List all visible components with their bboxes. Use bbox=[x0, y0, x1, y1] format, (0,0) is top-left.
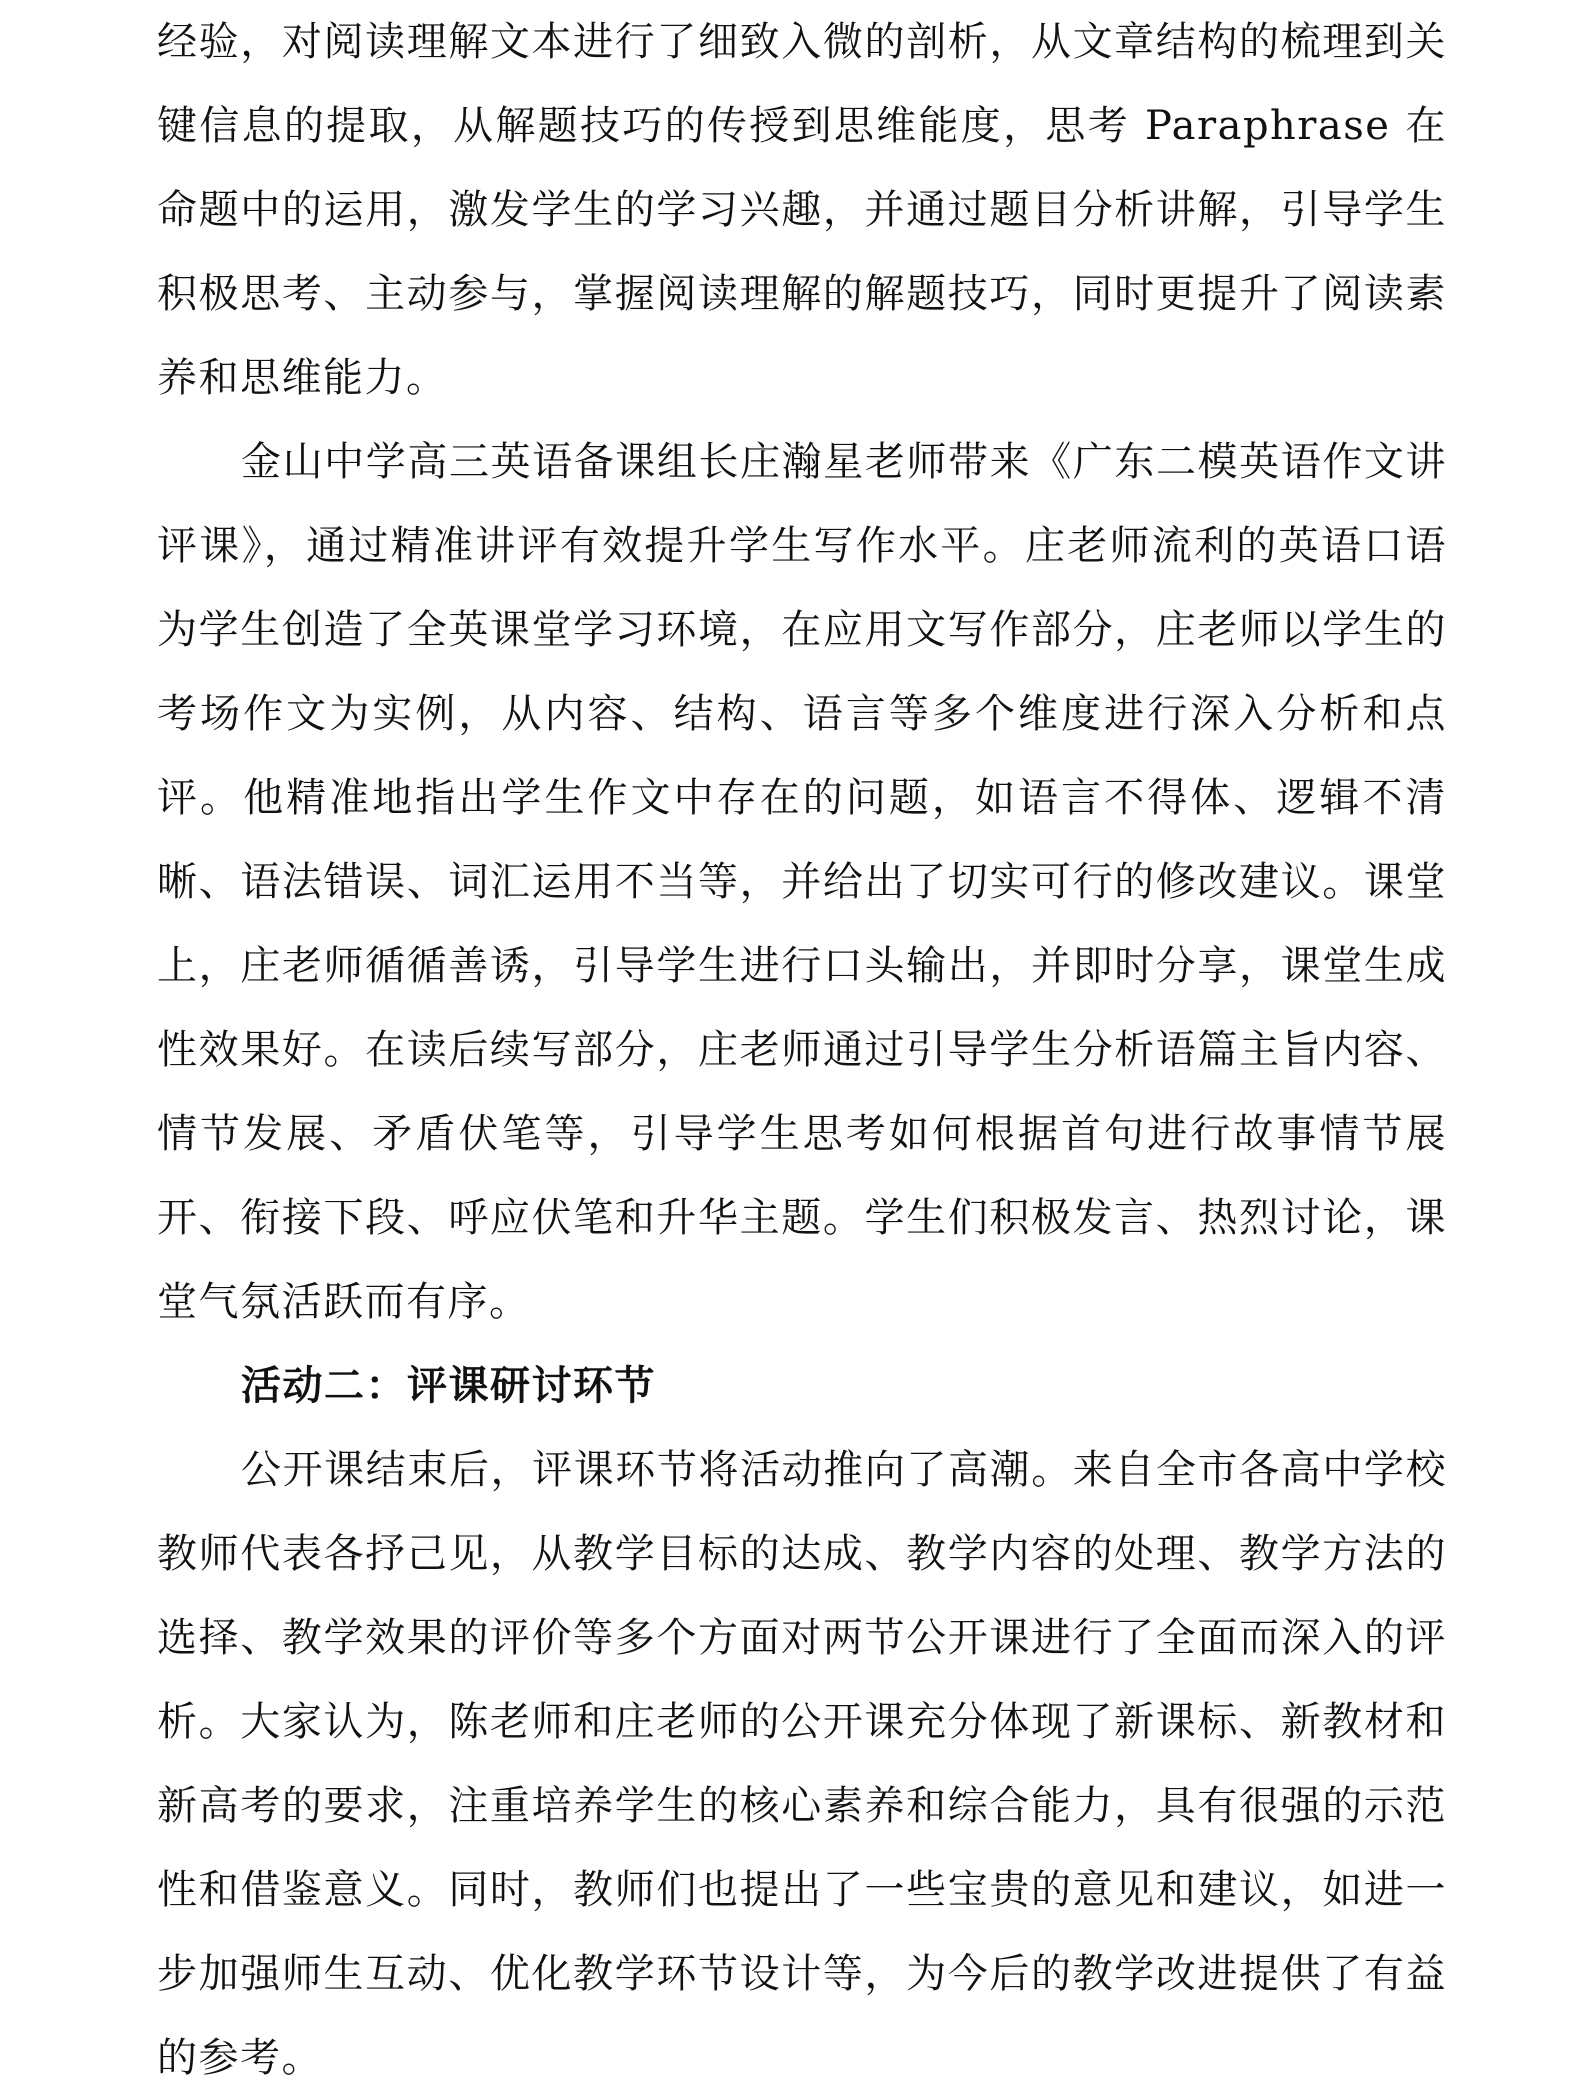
section-heading-activity-two: 活动二：评课研讨环节 bbox=[241, 1362, 656, 1409]
paragraph-lesson-review: 公开课结束后，评课环节将活动推向了高潮。来自全市各高中学校教师代表各抒己见，从教学目标的达成、教学内容的处理、教学方法的选择、教学效果的评价等多个方面对两节公开课进行了全面而深入的评析。大家认为，陈老师和庄老师的公开课充分体现了新课标、新教材和新高考的要求，注重培养学生的核心素养和综合能力，具有很强的示范性和借鉴意义。同时，教师们也提出了一些宝贵的意见和建议，如进一步加强师生互动、优化教学环节设计等，为今后的教学改进提供了有益的参考。 bbox=[157, 1447, 1447, 2081]
document-page bbox=[157, 0, 1447, 2081]
paragraph-reading-lesson-continued: 经验，对阅读理解文本进行了细致入微的剖析，从文章结构的梳理到关键信息的提取，从解题技巧的传授到思维能度，思考 Paraphrase 在命题中的运用，激发学生的学习兴趣，并通过题目分析讲解，引导学生积极思考、主动参与，掌握阅读理解的解题技巧，同时更提升了阅读素养和思维能力。 bbox=[157, 19, 1447, 401]
paragraph-writing-lesson: 金山中学高三英语备课组长庄瀚星老师带来《广东二模英语作文讲评课》，通过精准讲评有效提升学生写作水平。庄老师流利的英语口语为学生创造了全英课堂学习环境，在应用文写作部分，庄老师以学生的考场作文为实例，从内容、结构、语言等多个维度进行深入分析和点评。他精准地指出学生作文中存在的问题，如语言不得体、逻辑不清晰、语法错误、词汇运用不当等，并给出了切实可行的修改建议。课堂上，庄老师循循善诱，引导学生进行口头输出，并即时分享，课堂生成性效果好。在读后续写部分，庄老师通过引导学生分析语篇主旨内容、情节发展、矛盾伏笔等，引导学生思考如何根据首句进行故事情节展开、衔接下段、呼应伏笔和升华主题。学生们积极发言、热烈讨论，课堂气氛活跃而有序。 bbox=[157, 439, 1447, 1325]
